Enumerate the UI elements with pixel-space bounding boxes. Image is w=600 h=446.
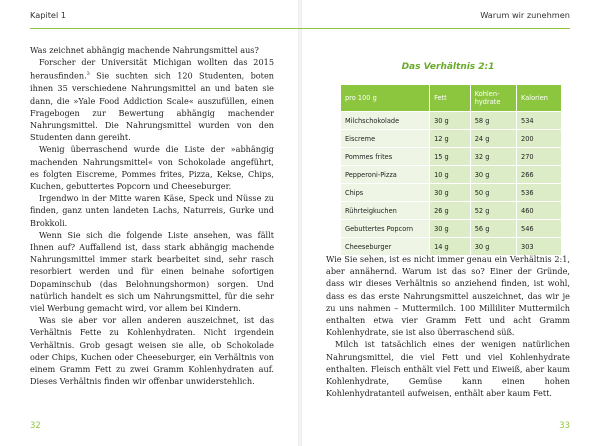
value-cell: 30 g (471, 238, 516, 255)
paragraph: Was sie aber vor allen anderen auszeichnet, ist das Verhältnis Fette zu Kohlenhydraten. Nicht irgendein Verhältnis. Grob gesagt weisen sie alle, ob Schokolade oder Chips, Kuchen oder Cheeseburger, ein Verhältnis von einem Gramm Fett zu zwei Gramm Kohlenhydraten auf. Dieses Verhältnis finden wir offenbar unwiderstehlich. (30, 315, 274, 387)
food-cell: Eiscreme (341, 130, 429, 147)
paragraph: Milch ist tatsächlich eines der wenigen natürlichen Nahrungsmittel, die viel Fett und viel Kohlenhydrate enthalten. Fleisch enthält viel Fett und Eiweiß, aber kaum Kohlenhydrate, Gemüse kann einen hohen Kohlenhydratanteil aufweisen, enthält aber kaum Fett. (326, 339, 570, 399)
table-row (341, 184, 561, 201)
food-cell: Gebuttertes Popcorn (341, 220, 429, 237)
value-cell: 10 g (430, 166, 470, 183)
paragraph: Forscher der Universität Michigan wollten das 2015 herausfinden.$^3$ Sie suchten sich 120 Studenten, boten ihnen 35 verschiedene Nahrungsmittel an und baten sie dann, die »Yale Food Addiction Scale« auszufüllen, einen Fragebogen zur Bewertung abhängig machender Nahrungsmittel. Die Nahrungsmittel wurden von den Studenten dann gereiht. (30, 57, 274, 143)
footnote-ref: 3 (86, 71, 90, 78)
left-body-text (30, 44, 274, 387)
table-header-row (341, 85, 561, 111)
value-cell: 30 g (430, 112, 470, 129)
food-cell: Pepperoni-Pizza (341, 166, 429, 183)
table-row (341, 112, 561, 129)
page-number: 32 (30, 421, 41, 431)
column-header: pro 100 g (341, 85, 429, 111)
running-header-title: Warum wir zunehmen (480, 10, 570, 20)
value-cell: 200 (517, 130, 561, 147)
page-number: 33 (559, 421, 570, 431)
value-cell: 58 g (471, 112, 516, 129)
value-cell: 30 g (430, 184, 470, 201)
table-row (341, 148, 561, 165)
table-row (341, 166, 561, 183)
column-header: Kohlen- hydrate (471, 85, 516, 111)
food-cell: Cheeseburger (341, 238, 429, 255)
value-cell: 56 g (471, 220, 516, 237)
value-cell: 14 g (430, 238, 470, 255)
food-cell: Pommes frites (341, 148, 429, 165)
food-cell: Rührteigkuchen (341, 202, 429, 219)
table-row (341, 220, 561, 237)
value-cell: 52 g (471, 202, 516, 219)
paragraph: Irgendwo in der Mitte waren Käse, Speck und Nüsse zu finden, ganz unten landeten Lachs, Naturreis, Gurke und Brokkoli. (30, 193, 274, 228)
column-header: Kalorien (517, 85, 561, 111)
value-cell: 24 g (471, 130, 516, 147)
value-cell: 50 g (471, 184, 516, 201)
value-cell: 303 (517, 238, 561, 255)
value-cell: 30 g (471, 166, 516, 183)
table-row (341, 202, 561, 219)
value-cell: 266 (517, 166, 561, 183)
right-body-text (326, 253, 570, 399)
header-rule (300, 28, 570, 29)
nutrition-ratio-table (340, 84, 562, 256)
food-cell: Chips (341, 184, 429, 201)
table-body (341, 112, 561, 255)
value-cell: 30 g (430, 220, 470, 237)
column-header: Fett (430, 85, 470, 111)
paragraph: Wenig überraschend wurde die Liste der »abhängig machenden Nahrungsmittel« von Schokolade angeführt, es folgten Eiscreme, Pommes frites, Pizza, Kekse, Chips, Kuchen, gebuttertes Popcorn und Cheeseburger. (30, 144, 274, 191)
right-page (300, 0, 600, 446)
value-cell: 536 (517, 184, 561, 201)
value-cell: 12 g (430, 130, 470, 147)
value-cell: 15 g (430, 148, 470, 165)
table-title: Das Verhältnis 2:1 (401, 62, 495, 72)
paragraph: Was zeichnet abhängig machende Nahrungsmittel aus? (30, 45, 259, 55)
paragraph: Wie Sie sehen, ist es nicht immer genau ein Verhältnis 2:1, aber annähernd. Warum ist das so? Einer der Gründe, dass wir dieses Verhältnis so anziehend finden, ist wohl, dass es das erste Nahrungsmittel auszeichnet, das wir je zu uns nahmen – Muttermilch. 100 Milliliter Muttermilch enthalten etwa vier Gramm Fett und acht Gramm Kohlenhydrate, sie ist also überraschend süß. (326, 254, 570, 338)
table-row (341, 130, 561, 147)
value-cell: 534 (517, 112, 561, 129)
value-cell: 546 (517, 220, 561, 237)
value-cell: 32 g (471, 148, 516, 165)
value-cell: 460 (517, 202, 561, 219)
running-header-chapter: Kapitel 1 (30, 10, 67, 20)
food-cell: Milchschokolade (341, 112, 429, 129)
paragraph: Wenn Sie sich die folgende Liste ansehen, was fällt Ihnen auf? Auffallend ist, dass stark abhängig machende Nahrungsmittel immer stark bearbeitet sind, sehr rasch resorbiert werden und für einen beinahe sofortigen Dopaminschub (das Belohnungshormon) sorgen. Und natürlich handelt es sich um Nahrungsmittel, für die sehr viel Werbung gemacht wird, vor allem bei Kindern. (30, 229, 274, 313)
value-cell: 26 g (430, 202, 470, 219)
header-rule (30, 28, 300, 29)
value-cell: 270 (517, 148, 561, 165)
